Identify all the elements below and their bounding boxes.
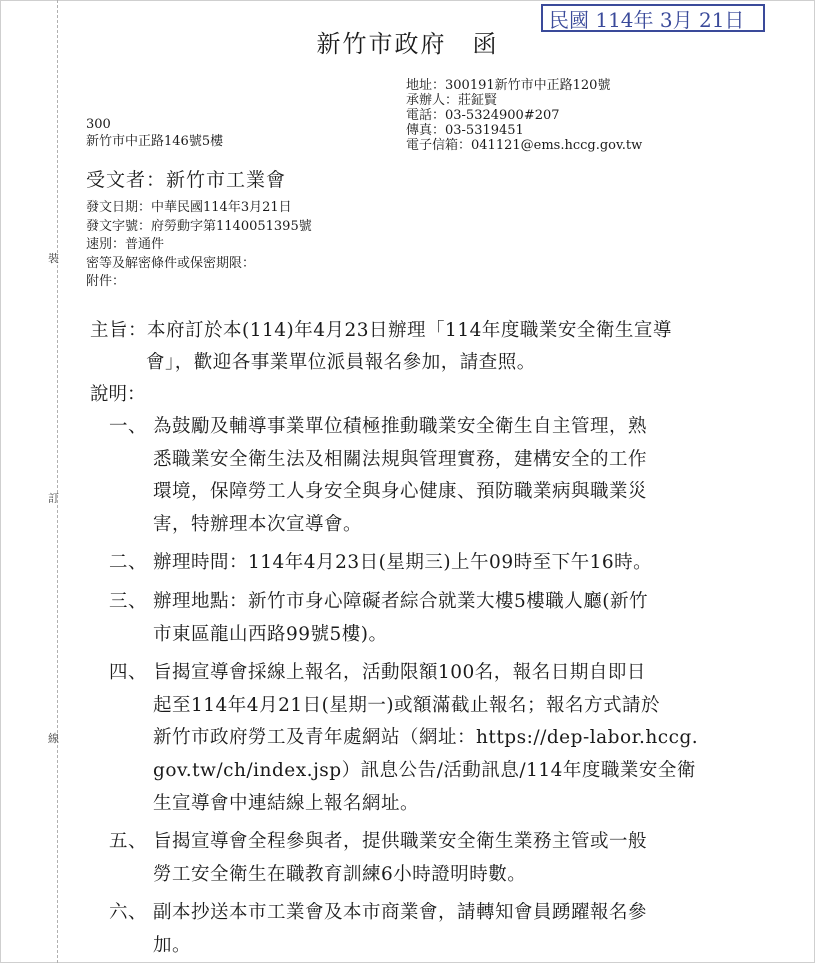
subject-line-2: 會」，歡迎各事業單位派員報名參加，請查照。 bbox=[146, 352, 536, 373]
recipient-line: 受文者：新竹市工業會 bbox=[86, 169, 287, 191]
street-address: 新竹市中正路146號5樓 bbox=[86, 134, 224, 149]
item-number: 一、 bbox=[109, 416, 148, 437]
contact-officer: 承辦人：莊鉦賢 bbox=[406, 93, 498, 108]
explanation-items bbox=[109, 411, 733, 963]
binding-line bbox=[57, 0, 58, 963]
item-line: 悉職業安全衛生法及相關法規與管理實務，建構安全的工作 bbox=[153, 448, 648, 470]
item-line: 環境，保障勞工人身安全與身心健康、預防職業病與職業災 bbox=[153, 481, 648, 503]
item-line: 辦理地點：新竹市身心障礙者綜合就業大樓5樓職人廳(新竹 bbox=[153, 590, 648, 612]
document-number: 發文字號：府勞動字第1140051395號 bbox=[86, 218, 312, 234]
contact-email: 電子信箱：041121@ems.hccg.gov.tw bbox=[406, 138, 643, 153]
item-line: 辦理時間：114年4月23日(星期三)上午09時至下午16時。 bbox=[153, 552, 653, 574]
contact-phone: 電話：03-5324900#207 bbox=[406, 108, 560, 123]
item-line: 旨揭宣導會採線上報名，活動限額100名，報名日期自即日 bbox=[153, 662, 646, 684]
issue-date: 發文日期：中華民國114年3月21日 bbox=[86, 200, 292, 215]
document-title bbox=[0, 24, 815, 59]
explanation-item-1 bbox=[109, 411, 733, 541]
item-number: 四、 bbox=[109, 662, 148, 684]
item-line: 勞工安全衛生在職教育訓練6小時證明時數。 bbox=[153, 863, 527, 885]
item-line: 為鼓勵及輔導事業單位積極推動職業安全衛生自主管理，熟 bbox=[153, 416, 648, 437]
issuing-organization: 新竹市政府 bbox=[316, 30, 447, 58]
explanation-item-4 bbox=[109, 657, 733, 820]
explanation-item-2 bbox=[109, 547, 733, 580]
item-number: 五、 bbox=[109, 831, 148, 853]
item-line: 起至114年4月21日(星期一)或額滿截止報名；報名方式請於 bbox=[153, 694, 661, 716]
attachments: 附件： bbox=[86, 274, 126, 289]
item-number: 三、 bbox=[109, 590, 148, 612]
urgency: 速別：普通件 bbox=[86, 237, 165, 252]
date-stamp: 民國 114年 3月 21日 bbox=[541, 4, 765, 32]
binding-mark-ding: 訂 bbox=[48, 492, 59, 505]
contact-block bbox=[406, 78, 642, 153]
item-line: 副本抄送本市工業會及本市商業會，請轉知會員踴躍報名參 bbox=[153, 902, 648, 924]
item-number: 二、 bbox=[109, 552, 148, 574]
item-line: 旨揭宣導會全程參與者，提供職業安全衛生業務主管或一般 bbox=[153, 831, 648, 853]
explanation-item-3 bbox=[109, 586, 733, 651]
item-line: 市東區龍山西路99號5樓)。 bbox=[153, 623, 388, 645]
document-meta bbox=[86, 199, 312, 292]
recipient-address-block bbox=[86, 116, 223, 150]
postal-code: 300 bbox=[86, 117, 111, 132]
explanation-item-6 bbox=[109, 897, 733, 962]
item-line: gov.tw/ch/index.jsp）訊息公告/活動訊息/114年度職業安全衛 bbox=[153, 759, 696, 781]
subject-line-1: 主旨：本府訂於本(114)年4月23日辦理「114年度職業安全衛生宣導 bbox=[90, 320, 672, 341]
document-type: 函 bbox=[472, 30, 499, 58]
item-line: 加。 bbox=[153, 934, 192, 956]
contact-fax: 傳真：03-5319451 bbox=[406, 123, 524, 138]
binding-mark-xian: 線 bbox=[48, 732, 59, 745]
confidentiality: 密等及解密條件或保密期限： bbox=[86, 255, 256, 271]
item-number: 六、 bbox=[109, 902, 148, 924]
item-line: 害，特辦理本次宣導會。 bbox=[153, 513, 363, 535]
subject-section bbox=[90, 315, 672, 379]
explanation-item-5 bbox=[109, 826, 733, 891]
explanation-label: 說明： bbox=[90, 384, 146, 405]
contact-address: 地址：300191新竹市中正路120號 bbox=[406, 78, 611, 93]
item-line: 生宣導會中連結線上報名網址。 bbox=[153, 792, 420, 814]
binding-mark-zhuang: 裝 bbox=[48, 252, 59, 265]
item-line: 新竹市政府勞工及青年處網站（網址：https://dep-labor.hccg. bbox=[153, 727, 699, 749]
